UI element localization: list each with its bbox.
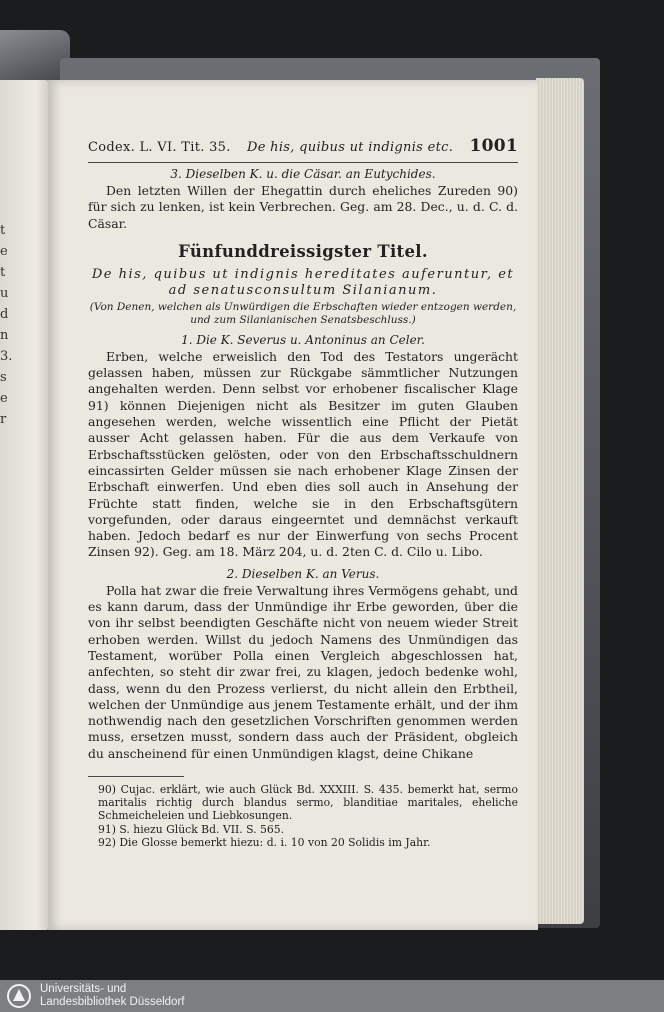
page-block-edges — [536, 78, 584, 924]
library-footer-bar — [0, 980, 664, 1012]
section-2-text: Polla hat zwar die freie Verwaltung ihres Vermögens gehabt, und es kann darum, dass der Unmündige ihr Erbe geworden, über die von ihr selbst beendigten Geschäfte nicht von neuem wieder Streit erhoben werden. Willst du jedoch Namens des Unmündigen das Testament, worüber Polla einen Vergleich abgeschlossen hat, anfechten, so steht dir zwar frei, zu klagen, jedoch bedenke wohl, dass, wenn du den Prozess verlierst, du nicht allein den Erbtheil, welchen der Unmündige aus jenem Testamente erhält, und der ihm nothwendig nach den gesetzlichen Vorschriften genommen werden muss, ersetzen musst, sondern dass auch der Präsident, obgleich du anscheinend für einen Unmündigen klagst, deine Chikane — [88, 582, 518, 761]
book-page — [48, 80, 538, 930]
footnote-92: 92) Die Glosse bemerkt hiezu: d. i. 10 von 20 Solidis im Jahr. — [98, 835, 431, 849]
facing-page-letter: u — [0, 286, 9, 301]
running-header — [88, 136, 518, 156]
footnote-91: 91) S. hiezu Glück Bd. VII. S. 565. — [98, 822, 284, 836]
facing-page-letter: t — [0, 223, 6, 238]
library-name-line-1: Universitäts- und — [40, 983, 127, 995]
facing-page-letter: e — [0, 391, 8, 406]
library-logo-icon — [6, 983, 32, 1009]
library-name-line-2: Landesbibliothek Düsseldorf — [40, 996, 185, 1008]
header-running-title: De his, quibus ut indignis etc. — [247, 140, 454, 155]
facing-page-letters — [0, 220, 14, 430]
facing-page-letter: e — [0, 244, 8, 259]
library-name — [40, 983, 184, 1009]
page-content — [88, 136, 518, 849]
section-1-text: Erben, welche erweislich den Tod des Testators ungerächt gelassen haben, müssen zur Rückgabe sämmtlicher Nutzungen angehalten werden. Denn selbst vor erhobener fiscalischer Klage 91) können Diejenigen nicht als Besitzer im guten Glauben angesehen werden, welche wissentlich eine Pflicht der Pietät ausser Acht gelassen haben. Für die aus dem Verkaufe von Erbschaftsstücken gelösten, oder von den Erbschaftsschuldnern eincassirten Gelder müssen sie nach erhobener Klage Zinsen der Erbschaft einwerfen. Und eben dies soll auch in Ansehung der Früchte statt finden, welche sie in den Erbschaftsgütern vorgefunden, oder daraus eingeerntet und demnächst verkauft haben. Jedoch bedarf es nur der Einwerfung von sechs Procent Zinsen 92). Geg. am 18. März 204, u. d. 2ten C. d. Cilo u. Libo. — [88, 348, 518, 560]
facing-page-letter: 3. — [0, 349, 13, 364]
facing-page-letter: r — [0, 412, 7, 427]
footnote-90: 90) Cujac. erklärt, wie auch Glück Bd. XXXIII. S. 435. bemerkt hat, sermo maritalis richtig durch blandus sermo, blanditiae maritales, eheliche Schmeicheleien und Liebkosungen. — [98, 783, 518, 823]
section-3-heading: 3. Dieselben K. u. die Cäsar. an Eutychides. — [170, 167, 436, 181]
facing-page-letter: t — [0, 265, 6, 280]
title-german: (Von Denen, welchen als Unwürdigen die Erbschaften wieder entzogen werden, und zum Silanianischen Senatsbeschluss.) — [89, 300, 517, 326]
section-2-heading: 2. Dieselben K. an Verus. — [226, 566, 380, 581]
header-codex-ref: Codex. L. VI. Tit. 35. — [88, 140, 231, 155]
title-latin: De his, quibus ut indignis hereditates auferuntur, et ad senatusconsultum Silanianum. — [91, 266, 515, 298]
section-1-heading: 1. Die K. Severus u. Antoninus an Celer. — [181, 332, 425, 347]
header-rule — [88, 162, 518, 163]
facing-page-edge — [0, 80, 52, 930]
footnote-rule — [88, 776, 184, 777]
page-number: 1001 — [469, 136, 518, 156]
facing-page-letter: s — [0, 370, 7, 385]
title-heading: Fünfunddreissigster Titel. — [178, 241, 428, 261]
facing-page-letter: d — [0, 307, 9, 322]
facing-page-letter: n — [0, 328, 9, 343]
section-3-text: Den letzten Willen der Ehegattin durch eheliches Zureden 90) für sich zu lenken, ist kein Verbrechen. Geg. am 28. Dec., u. d. C. d. Cäsar. — [88, 183, 518, 231]
